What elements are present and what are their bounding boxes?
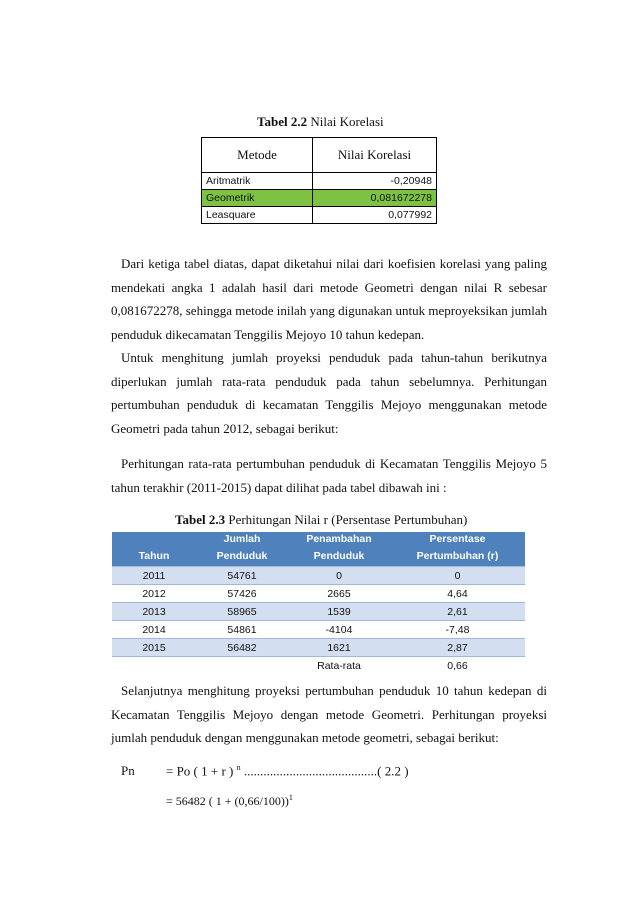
table-row-highlighted <box>202 190 437 207</box>
paragraph-1 <box>111 252 547 346</box>
text-line: penduduk dikecamatan Tenggilis Mejoyo 10 tahun kedepan. <box>111 326 425 342</box>
caption-text: Perhitungan Nilai r (Persentase Pertumbuhan) <box>225 512 468 527</box>
text-line: Geometri pada tahun 2012, sebagai berikut: <box>111 420 339 436</box>
header-penambahan-penduduk: Penambahan Penduduk <box>288 532 390 567</box>
jumlah-cell: 58965 <box>196 603 288 621</box>
penambahan-cell: 1539 <box>288 603 390 621</box>
text-line: jumlah penduduk dengan menggunakan metode geometri, sebagai berikut: <box>111 730 499 745</box>
jumlah-cell: 54761 <box>196 567 288 585</box>
jumlah-cell: 57426 <box>196 585 288 603</box>
table-row <box>112 585 525 603</box>
persentase-cell: -7,48 <box>390 621 525 639</box>
text-line: mendekati angka 1 adalah hasil dari metode Geometri dengan nilai R sebesar <box>111 279 547 295</box>
caption-number: Tabel 2.2 <box>257 114 308 129</box>
tahun-cell: 2011 <box>112 567 196 585</box>
table-row <box>202 173 437 190</box>
header-jumlah-penduduk: Jumlah Penduduk <box>196 532 288 567</box>
persentase-cell: 4,64 <box>390 585 525 603</box>
empty-cell <box>196 657 288 675</box>
text-line: Kecamatan Tenggilis Mejoyo dengan metode Geometri. Perhitungan proyeksi <box>111 706 547 722</box>
text-line: tahun terakhir (2011-2015) dapat dilihat pada tabel dibawah ini : <box>111 479 447 495</box>
caption-text: Nilai Korelasi <box>307 114 384 129</box>
table-row <box>112 603 525 621</box>
text-line: Dari ketiga tabel diatas, dapat diketahui nilai dari koefisien korelasi yang paling <box>121 256 547 271</box>
persentase-cell: 0 <box>390 567 525 585</box>
text-line: pertumbuhan penduduk di kecamatan Tenggilis Mejoyo menggunakan metode <box>111 397 547 412</box>
tahun-cell: 2014 <box>112 621 196 639</box>
metode-cell: Leasquare <box>202 207 313 224</box>
nilai-cell: 0,081672278 <box>313 190 437 207</box>
text-line: Untuk menghitung jumlah proyeksi penduduk pada tahun-tahun berikutnya <box>121 350 547 365</box>
header-persentase-pertumbuhan: Persentase Pertumbuhan (r) <box>390 532 525 567</box>
table-2-3-caption <box>175 512 467 528</box>
persentase-cell: 2,87 <box>390 639 525 657</box>
table-row <box>112 639 525 657</box>
paragraph-2 <box>111 346 547 440</box>
table-row <box>202 207 437 224</box>
formula-line-1: = Po ( 1 + r ) $^n$ .........................................( 2.2 ) <box>166 763 409 779</box>
metode-cell: Aritmatrik <box>202 173 313 190</box>
formula-label: Pn <box>121 763 135 778</box>
paragraph-4 <box>111 679 547 750</box>
formula-line-2: = 56482 ( 1 + (0,66/100))$^1$ <box>166 793 293 808</box>
jumlah-cell: 54861 <box>196 621 288 639</box>
empty-cell <box>112 657 196 675</box>
tahun-cell: 2012 <box>112 585 196 603</box>
header-metode: Metode <box>202 138 313 173</box>
tahun-cell: 2013 <box>112 603 196 621</box>
tahun-cell: 2015 <box>112 639 196 657</box>
penambahan-cell: -4104 <box>288 621 390 639</box>
nilai-cell: 0,077992 <box>313 207 437 224</box>
penambahan-cell: 2665 <box>288 585 390 603</box>
jumlah-cell: 56482 <box>196 639 288 657</box>
table-row <box>112 567 525 585</box>
text-line: Selanjutnya menghitung proyeksi pertumbuhan penduduk 10 tahun kedepan di <box>121 683 547 698</box>
metode-cell: Geometrik <box>202 190 313 207</box>
nilai-cell: -0,20948 <box>313 173 437 190</box>
table-2-2-caption <box>257 114 384 130</box>
table-footer-row <box>112 657 525 675</box>
header-tahun: Tahun <box>112 532 196 567</box>
text-line: 0,081672278, sehingga metode inilah yang digunakan untuk meproyeksikan jumlah <box>111 303 548 318</box>
text-line: diperlukan jumlah rata-rata penduduk pada tahun sebelumnya. Perhitungan <box>111 373 547 389</box>
rata-rata-label: Rata-rata <box>288 657 390 675</box>
header-nilai-korelasi: Nilai Korelasi <box>313 138 437 173</box>
rata-rata-value: 0,66 <box>390 657 525 675</box>
paragraph-3 <box>111 452 547 499</box>
penambahan-cell: 0 <box>288 567 390 585</box>
text-line: Perhitungan rata-rata pertumbuhan penduduk di Kecamatan Tenggilis Mejoyo 5 <box>121 456 547 471</box>
growth-table <box>112 532 525 674</box>
penambahan-cell: 1621 <box>288 639 390 657</box>
table-row <box>112 621 525 639</box>
caption-number: Tabel 2.3 <box>175 512 226 527</box>
persentase-cell: 2,61 <box>390 603 525 621</box>
correlation-table <box>201 137 437 224</box>
